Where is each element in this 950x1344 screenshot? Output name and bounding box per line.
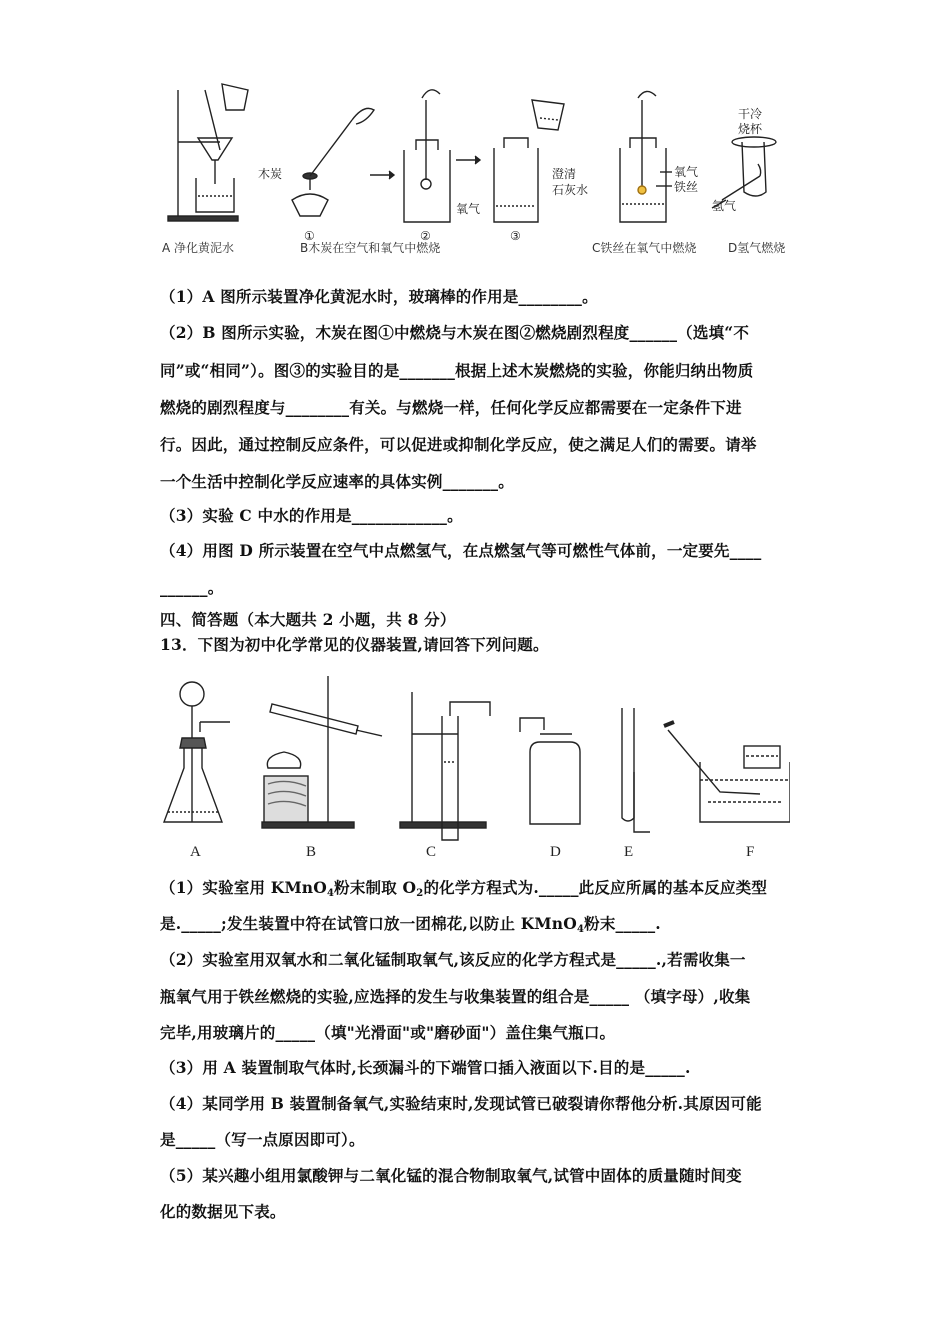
question-2-line-5: 一个生活中控制化学反应速率的具体实例_______。 [160,472,514,491]
apparatus-a-flask [164,682,230,822]
label-c: C [426,844,437,860]
q13-part-4-line-2: 是_____（写一点原因即可）。 [160,1130,365,1149]
q13-part-2-line-2: 瓶氧气用于铁丝燃烧的实验,应选择的发生与收集装置的组合是_____ （填字母）,收集 [160,987,751,1006]
q13-part-1-line-1: （1）实验室用 KMnO$_4$粉末制取 $O_2$的化学方程式为._____此反应所属的基本反应类型 [160,878,768,899]
caption-b: B木炭在空气和氧气中燃烧 [300,241,441,255]
hydrogen-burning-apparatus [712,137,776,208]
label-d: D [550,844,561,860]
iron-wire-apparatus [620,91,672,222]
question-2-line-3: 燃烧的剧烈程度与________有关。与燃烧一样，任何化学反应都需要在一定条件下进 [160,398,742,417]
label-circle-1: ① [304,229,315,243]
q13-part-3: （3）用 A 装置制取气体时,长颈漏斗的下端管口插入液面以下.目的是_____. [160,1058,691,1077]
label-charcoal: 木炭 [258,167,283,181]
q13-part-5-line-2: 化的数据见下表。 [160,1202,286,1221]
caption-a: A 净化黄泥水 [162,241,235,255]
filtration-apparatus [168,84,248,221]
section-heading: 四、简答题（本大题共 2 小题，共 8 分） [160,610,456,629]
label-limewater-1: 澄清 [552,167,577,181]
caption-d: D氢气燃烧 [728,241,786,255]
q13-part-2-line-3: 完毕,用玻璃片的_____（填"光滑面"或"磨砂面"）盖住集气瓶口。 [160,1023,616,1042]
label-f: F [746,844,755,860]
question-4-line-1: （4）用图 D 所示装置在空气中点燃氢气，在点燃氢气等可燃性气体前，一定要先____ [160,541,762,560]
caption-c: C铁丝在氧气中燃烧 [592,241,697,255]
question-13-intro: 13．下图为初中化学常见的仪器装置,请回答下列问题。 [160,635,549,654]
label-circle-2: ② [420,229,431,243]
label-hydrogen: 氢气 [712,199,737,213]
label-oxygen-c: 氧气 [674,165,699,179]
q13-part-2-line-1: （2）实验室用双氧水和二氧化锰制取氧气,该反应的化学方程式是_____.,若需收集一 [160,950,746,969]
label-e: E [624,844,634,860]
label-limewater-2: 石灰水 [552,183,589,197]
q13-part-1-line-2: 是._____;发生装置中符在试管口放一团棉花,以防止 KMnO$_4$粉末_____. [160,914,661,935]
apparatus-d-bottle [520,718,580,824]
apparatus-c-stand [400,692,490,840]
question-1: （1）A 图所示装置净化黄泥水时，玻璃棒的作用是________。 [160,287,598,306]
label-a: A [190,844,201,860]
q13-part-4-line-1: （4）某同学用 B 装置制备氧气,实验结束时,发现试管已破裂请你帮他分析.其原因可能 [160,1094,762,1113]
label-dry-cold-1: 干冷 [738,107,763,121]
question-2-line-2: 同”或“相同”）。图③的实验目的是_______根据上述木炭燃烧的实验，你能归纳出物质 [160,361,754,380]
question-3: （3）实验 C 中水的作用是____________。 [160,506,463,525]
label-b: B [306,844,317,860]
experiment-figure-1 [160,80,800,265]
label-dry-cold-2: 烧杯 [738,122,763,136]
label-circle-3: ③ [510,229,521,243]
label-oxygen-b: 氧气 [456,202,481,216]
apparatus-b-heater [262,676,382,828]
charcoal-burning-apparatus [292,90,564,222]
question-4-line-2: ______。 [160,578,224,597]
apparatus-f-trough [664,722,790,822]
apparatus-figure-2 [160,672,790,867]
question-2-line-4: 行。因此，通过控制反应条件，可以促进或抑制化学反应，使之满足人们的需要。请举 [160,435,757,454]
label-iron-wire: 铁丝 [674,180,699,194]
q13-part-5-line-1: （5）某兴趣小组用氯酸钾与二氧化锰的混合物制取氧气,试管中固体的质量随时间变 [160,1166,742,1185]
question-2-line-1: （2）B 图所示实验，木炭在图①中燃烧与木炭在图②燃烧剧烈程度______（选填“不 [160,323,750,342]
apparatus-e-tube [622,708,650,832]
